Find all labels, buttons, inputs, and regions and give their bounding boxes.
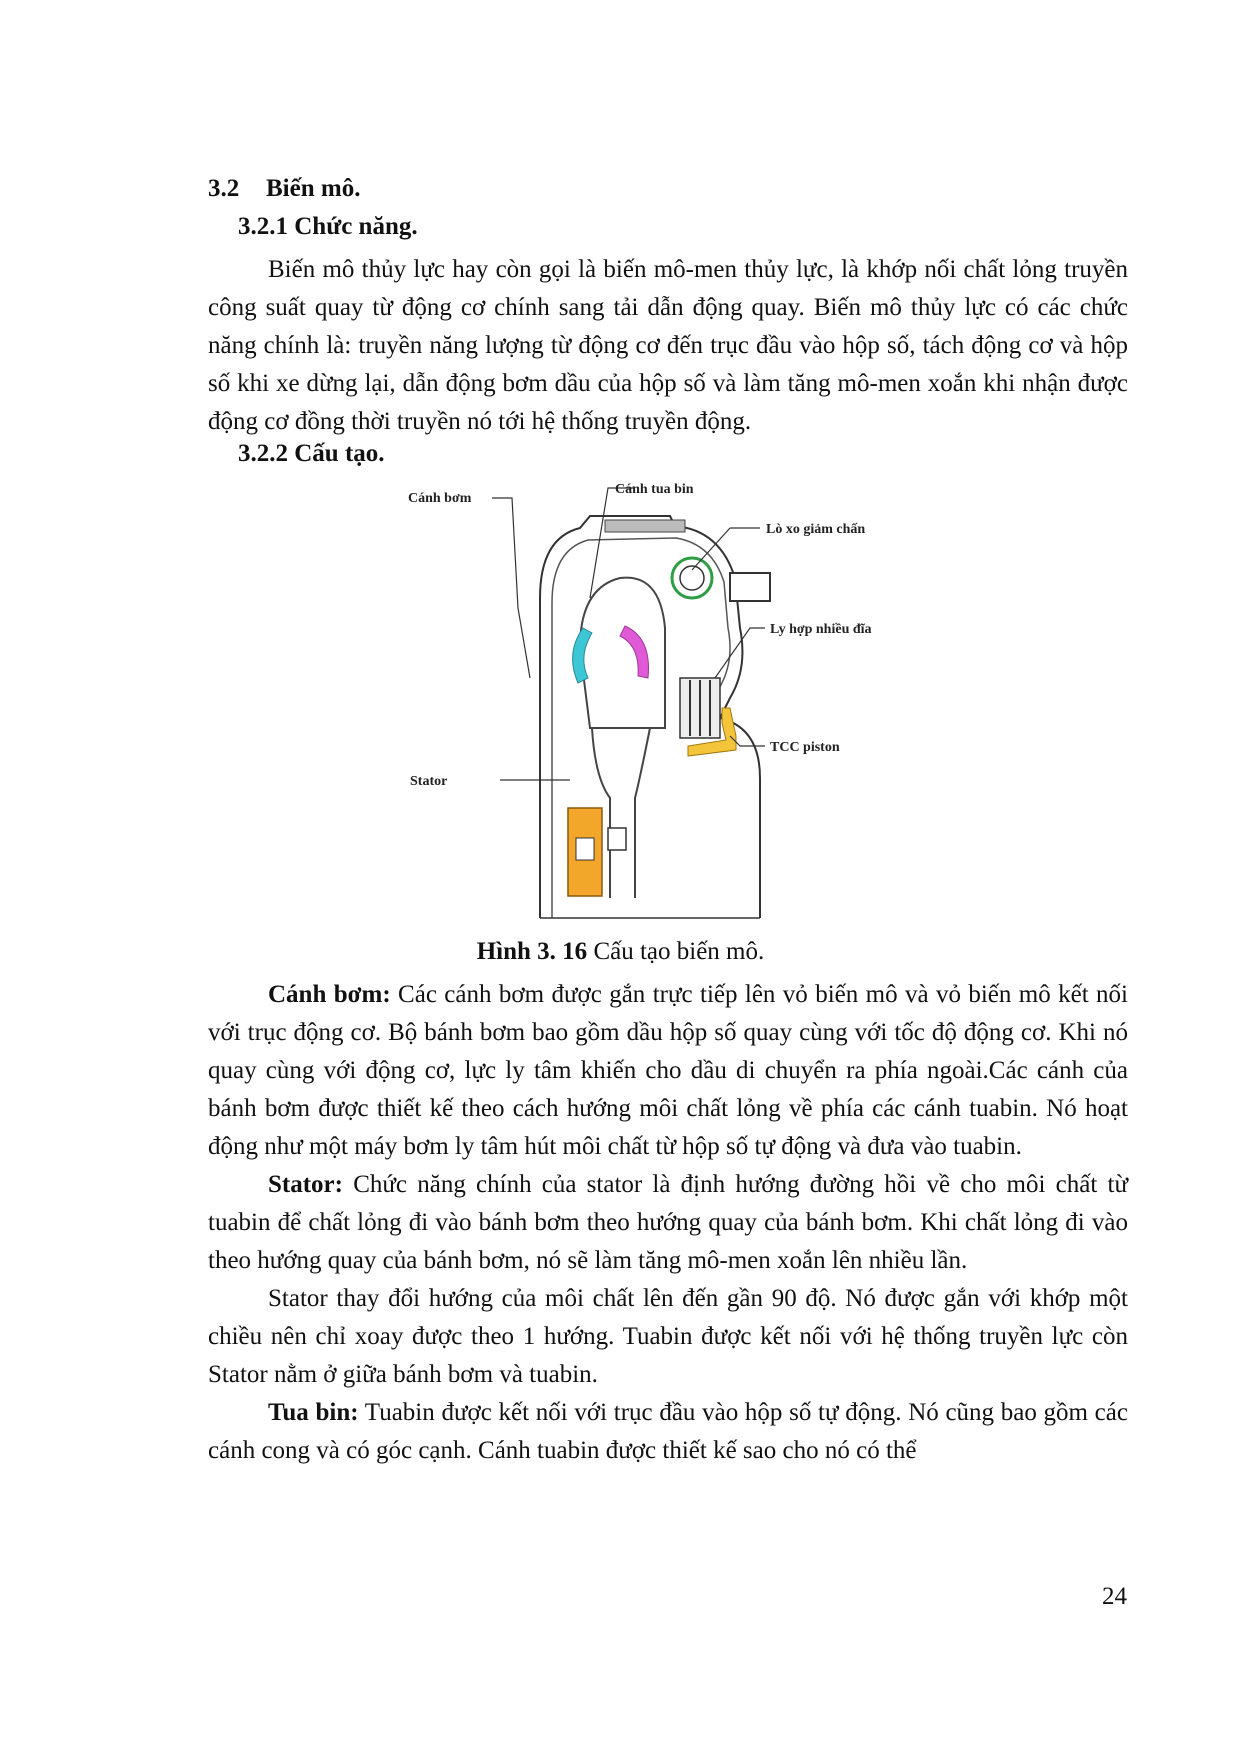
caption-text: Cấu tạo biến mô. [587, 938, 765, 965]
turbine-paragraph [208, 1394, 1128, 1470]
damper-spring [672, 558, 712, 598]
pump-paragraph [208, 976, 1128, 1166]
page-number: 24 [1102, 1583, 1127, 1610]
label-turbine: Cánh tua bin [615, 482, 694, 497]
section-title: Biến mô. [266, 175, 361, 202]
stator-paragraph-2: Stator thay đổi hướng của môi chất lên đến gần 90 độ. Nó được gắn với khớp một chiều nên chỉ xoay được theo 1 hướng. Tuabin được kết nối với hệ thống truyền lực còn Stator nằm ở giữa bánh bơm và tuabin. [208, 1285, 1128, 1388]
stator-bearing [608, 828, 626, 850]
turbine-hub [635, 728, 650, 898]
turbine-term: Tua bin: [268, 1399, 359, 1426]
stator-term: Stator: [268, 1171, 343, 1198]
torque-converter-diagram [408, 478, 900, 928]
subsection-heading-structure: 3.2.2 Cấu tạo. [238, 440, 385, 467]
torque-converter-figure [408, 478, 900, 928]
section-heading [208, 175, 360, 203]
section-number: 3.2 [208, 175, 240, 202]
label-tcc: TCC piston [770, 740, 840, 755]
one-way-clutch [576, 838, 594, 860]
figure-caption [0, 938, 1241, 966]
output-shaft [730, 573, 770, 601]
ring-gear [605, 520, 685, 532]
function-paragraph: Biến mô thủy lực hay còn gọi là biến mô-men thủy lực, là khớp nối chất lỏng truyền công suất quay từ động cơ chính sang tải dẫn động quay. Biến mô thủy lực có các chức năng chính là: truyền năng lượng từ động cơ đến trục đầu vào hộp số, tách động cơ và hộp số khi xe dừng lại, dẫn động bơm dầu của hộp số và làm tăng mô-men xoắn khi nhận được động cơ đồng thời truyền nó tới hệ thống truyền động. [208, 256, 1128, 435]
subsection-heading-function: 3.2.1 Chức năng. [238, 213, 418, 240]
label-clutch: Ly hợp nhiều đĩa [770, 622, 872, 637]
stator-text: Chức năng chính của stator là định hướng đường hồi về cho môi chất từ tuabin để chất lỏng đi vào bánh bơm theo hướng quay của bánh bơm. Khi chất lỏng đi vào theo hướng quay của bánh bơm, nó sẽ làm tăng mô-men xoắn lên nhiều lần. [208, 1171, 1128, 1274]
stator-paragraph [208, 1166, 1128, 1280]
turbine-blade [620, 626, 649, 678]
label-pump: Cánh bơm [408, 491, 472, 506]
torus-body [580, 578, 665, 728]
leader-spring [692, 528, 730, 570]
pump-blade [573, 628, 592, 683]
leader-pump [492, 498, 530, 678]
caption-number: Hình 3. 16 [476, 938, 588, 965]
label-spring: Lò xo giảm chấn [766, 522, 866, 537]
pump-term: Cánh bơm: [268, 981, 391, 1008]
body-text-block [208, 976, 1128, 1470]
pump-text: Các cánh bơm được gắn trực tiếp lên vỏ biến mô và vỏ biến mô kết nối với trục động cơ. Bộ bánh bơm bao gồm dầu hộp số quay cùng với tốc độ động cơ. Khi nó quay cùng với động cơ, lực ly tâm khiến cho dầu di chuyển ra phía ngoài.Các cánh của bánh bơm được thiết kế theo cách hướng môi chất lỏng về phía các cánh tuabin. Nó hoạt động như một máy bơm ly tâm hút môi chất từ hộp số tự động và đưa vào tuabin. [208, 981, 1128, 1160]
function-paragraph-block [208, 251, 1128, 441]
turbine-text: Tuabin được kết nối với trục đầu vào hộp số tự động. Nó cũng bao gồm các cánh cong và có góc cạnh. Cánh tuabin được thiết kế sao cho nó có thể [208, 1399, 1128, 1464]
label-stator: Stator [410, 774, 448, 789]
